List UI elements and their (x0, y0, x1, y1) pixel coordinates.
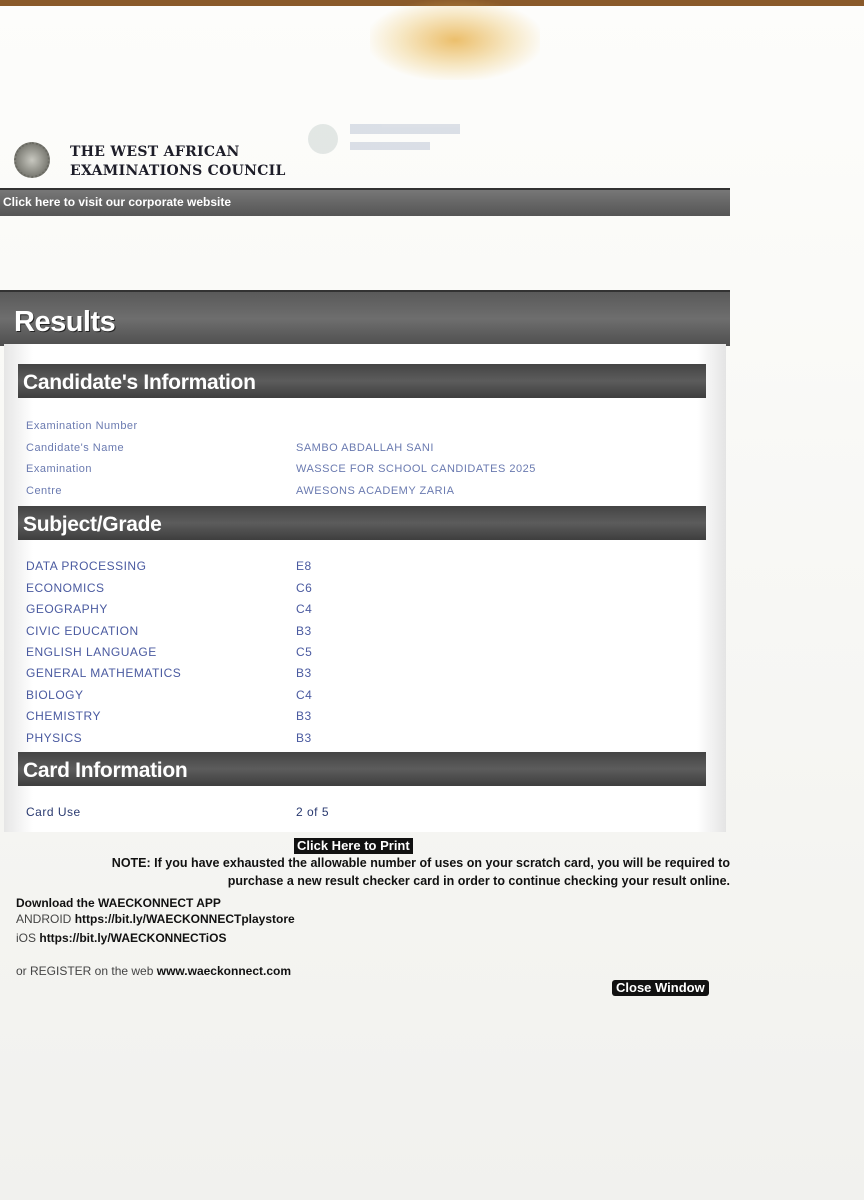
card-info-title: Card Information (23, 759, 188, 782)
subject-row (26, 709, 666, 729)
register-url-link[interactable]: www.waeckonnect.com (156, 964, 291, 978)
subject-name: ECONOMICS (26, 581, 105, 595)
subject-name: PHYSICS (26, 731, 83, 745)
subject-name: CHEMISTRY (26, 709, 101, 723)
subject-name: BIOLOGY (26, 688, 84, 702)
row-label: Examination Number (26, 420, 138, 432)
register-web-line (16, 964, 291, 978)
candidate-row-name (26, 442, 666, 462)
subject-grade: C4 (296, 602, 313, 616)
card-use-value: 2 of 5 (296, 805, 330, 819)
candidate-info-header (18, 364, 706, 398)
android-label: ANDROID (16, 912, 72, 926)
subject-name: GEOGRAPHY (26, 602, 108, 616)
candidate-row-examination (26, 463, 666, 483)
subject-grade: B3 (296, 666, 312, 680)
download-title-text: Download the WAECKONNECT APP (16, 896, 221, 910)
org-name-line-1: THE WEST AFRICAN (70, 144, 240, 160)
subject-grade: B3 (296, 709, 312, 723)
card-use-row (26, 805, 666, 825)
subject-grade: C5 (296, 645, 313, 659)
results-header-bar (0, 290, 730, 346)
note-line-1: NOTE: If you have exhausted the allowable number of uses on your scratch card, you will be required to (111, 856, 730, 870)
subject-grade: C4 (296, 688, 313, 702)
org-name-line-2: EXAMINATIONS COUNCIL (70, 163, 286, 179)
row-label: Examination (26, 463, 93, 475)
subject-row (26, 624, 666, 644)
ios-url-link[interactable]: https://bit.ly/WAECKONNECTiOS (39, 931, 227, 945)
note-line-2: purchase a new result checker card in order to continue checking your result online. (227, 874, 730, 888)
corporate-link-bar (0, 188, 730, 216)
ios-label: iOS (16, 931, 37, 945)
subject-row (26, 581, 666, 601)
subject-name: DATA PROCESSING (26, 559, 147, 573)
candidate-info-title: Candidate's Information (23, 371, 256, 394)
subject-grade: B3 (296, 624, 312, 638)
row-value: WASSCE FOR SCHOOL CANDIDATES 2025 (296, 463, 536, 475)
subject-grade-title: Subject/Grade (23, 513, 162, 536)
android-url-link[interactable]: https://bit.ly/WAECKONNECTplaystore (74, 912, 295, 926)
subject-row (26, 645, 666, 665)
android-download-line (16, 912, 295, 926)
card-use-label: Card Use (26, 805, 81, 819)
row-label: Centre (26, 485, 63, 497)
register-label: or REGISTER on the web (16, 964, 154, 978)
subject-row (26, 666, 666, 686)
card-info-header (18, 752, 706, 786)
scratch-card-note (20, 854, 730, 890)
subject-row (26, 602, 666, 622)
paper-stain (370, 0, 540, 80)
waec-seal-icon (14, 142, 50, 178)
print-button[interactable]: Click Here to Print (294, 838, 413, 854)
subject-grade: B3 (296, 731, 312, 745)
candidate-row-exam-number (26, 420, 666, 440)
row-label: Candidate's Name (26, 442, 125, 454)
subject-name: CIVIC EDUCATION (26, 624, 139, 638)
subject-name: GENERAL MATHEMATICS (26, 666, 182, 680)
subject-grade: E8 (296, 559, 312, 573)
row-value: SAMBO ABDALLAH SANI (296, 442, 434, 454)
corporate-website-link[interactable]: Click here to visit our corporate website (3, 195, 232, 209)
results-title: Results (14, 306, 116, 338)
download-app-title (16, 896, 221, 910)
subject-grade: C6 (296, 581, 313, 595)
close-window-button[interactable]: Close Window (612, 980, 709, 996)
subject-grade-header (18, 506, 706, 540)
organization-name (70, 143, 286, 181)
waec-logo-header (14, 140, 730, 188)
subject-row (26, 688, 666, 708)
ios-download-line (16, 931, 226, 945)
row-value: AWESONS ACADEMY ZARIA (296, 485, 455, 497)
candidate-row-centre (26, 485, 666, 505)
subject-row (26, 731, 666, 751)
subject-row (26, 559, 666, 579)
subject-name: ENGLISH LANGUAGE (26, 645, 157, 659)
